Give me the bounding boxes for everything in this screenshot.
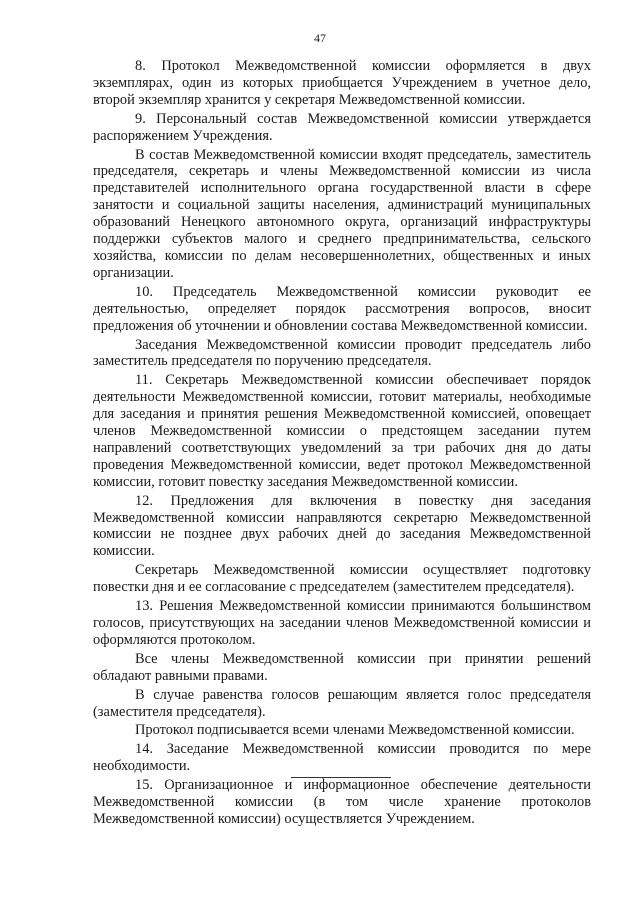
- paragraph-8: 8. Протокол Межведомственной комиссии оформляется в двух экземплярах, один из которых приобщается Учреждением в учетное дело, второй экземпляр хранится у секретаря Межведомственной комиссии.: [93, 58, 591, 108]
- paragraph-10-meetings: Заседания Межведомственной комиссии проводит председатель либо заместитель председателя по поручению председателя.: [93, 336, 591, 370]
- paragraph-12: 12. Предложения для включения в повестку дня заседания Межведомственной комиссии направляются секретарю Межведомственной комиссии не позднее двух рабочих дней до заседания Межведомственной комиссии.: [93, 492, 591, 560]
- paragraph-14: 14. Заседание Межведомственной комиссии проводится по мере необходимости.: [93, 741, 591, 775]
- paragraph-9-composition: В состав Межведомственной комиссии входят председатель, заместитель председателя, секретарь и члены Межведомственной комиссии из числа представителей исполнительного органа государственной власти в сфере занятости и социальной защиты населения, администраций муниципальных образований Ненецкого автономного округа, организаций инфраструктуры поддержки субъектов малого и среднего предпринимательства, сельского хозяйства, комиссии по делам несовершеннолетних, общественных и иных организации.: [93, 146, 591, 281]
- paragraph-13: 13. Решения Межведомственной комиссии принимаются большинством голосов, присутствующих на заседании членов Межведомственной комиссии и оформляются протоколом.: [93, 598, 591, 648]
- end-divider: [291, 777, 391, 778]
- paragraph-9: 9. Персональный состав Межведомственной комиссии утверждается распоряжением Учреждения.: [93, 110, 591, 144]
- paragraph-15: 15. Организационное и информационное обеспечение деятельности Межведомственной комиссии (в том числе хранение протоколов Межведомственной комиссии) осуществляется Учреждением.: [93, 777, 591, 827]
- document-body: [93, 58, 591, 830]
- paragraph-12-agenda: Секретарь Межведомственной комиссии осуществляет подготовку повестки дня и ее согласование с председателем (заместителем председателя).: [93, 562, 591, 596]
- paragraph-11: 11. Секретарь Межведомственной комиссии обеспечивает порядок деятельности Межведомственной комиссии, готовит материалы, необходимые для заседания и принятия решения Межведомственной комиссией, оповещает членов Межведомственной комиссии о предстоящем заседании путем направлений соответствующих уведомлений за три рабочих дня до даты проведения Межведомственной комиссии, ведет протокол Межведомственной комиссии, готовит повестку заседания Межведомственной комиссии.: [93, 372, 591, 490]
- paragraph-13-tie-vote: В случае равенства голосов решающим является голос председателя (заместителя председателя).: [93, 686, 591, 720]
- paragraph-13-equal-rights: Все члены Межведомственной комиссии при принятии решений обладают равными правами.: [93, 650, 591, 684]
- paragraph-13-signing: Протокол подписывается всеми членами Межведомственной комиссии.: [135, 722, 575, 739]
- paragraph-10: 10. Председатель Межведомственной комиссии руководит ее деятельностью, определяет порядок рассмотрения вопросов, вносит предложения об уточнении и обновлении состава Межведомственной комиссии.: [93, 283, 591, 334]
- page-number: 47: [314, 31, 326, 45]
